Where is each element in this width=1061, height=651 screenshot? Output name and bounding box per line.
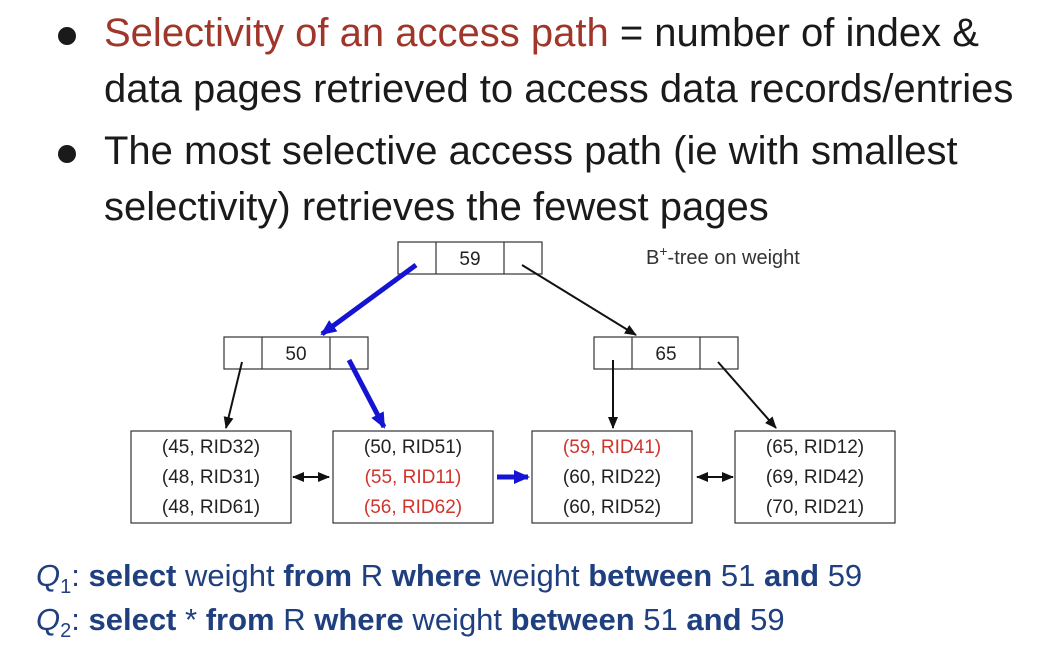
leaf-entry: (69, RID42) [765,467,865,488]
leaf-entry: (59, RID41) [562,437,662,458]
definition-text: = number of index & [608,11,979,55]
sql-text: 51 [712,558,764,593]
leaf-node [333,431,493,523]
leaf-entry: (70, RID21) [765,497,865,518]
inner-node-left [224,337,368,369]
search-path-arrow-to-leaf-2 [349,360,384,427]
pointer-arrow-to-leaf-1 [226,362,242,428]
sql-text: R [274,602,315,637]
leaf-entry: (65, RID12) [765,437,865,458]
query-label: Q [36,558,61,593]
sql-keyword: select [88,602,177,637]
leaf-entry: (45, RID32) [161,437,261,458]
leaf-node [735,431,895,523]
inner-left-key: 50 [285,344,307,365]
leaf-node [532,431,692,523]
sql-text: : [71,602,89,637]
sql-text: R [352,558,392,593]
pointer-arrow-root-right [522,265,636,335]
sql-text: weight [176,558,284,593]
bullet-line-2: data pages retrieved to access data records/entries [104,67,1014,111]
bullet-line-2: selectivity) retrieves the fewest pages [104,185,769,229]
root-key: 59 [459,249,481,270]
query-2 [36,602,785,643]
caption-rest: -tree on weight [667,247,800,269]
leaf-entry: (50, RID51) [363,437,463,458]
sql-text: : [71,558,89,593]
sql-keyword: between [510,602,635,637]
sql-keyword: from [205,602,275,637]
caption-b: B [646,247,660,269]
inner-node-right [594,337,738,369]
sql-text: weight [481,558,589,593]
bullet-line: The most selective access path (ie with smallest [104,129,958,173]
leaf-entry: (55, RID11) [364,467,462,488]
pointer-arrow-to-leaf-4 [718,362,776,428]
sql-text: 59 [819,558,863,593]
leaf-entry: (48, RID61) [161,497,261,518]
search-path-arrow-root-left [322,265,416,334]
query-subscript: 1 [60,576,72,599]
sql-text: 51 [634,602,687,637]
sql-keyword: and [686,602,742,637]
leaf-entry: (48, RID31) [161,467,261,488]
selectivity-term: Selectivity of an access path [104,11,609,55]
sql-text: * [176,602,206,637]
leaf-entry: (60, RID22) [562,467,662,488]
query-label: Q [36,602,61,637]
query-subscript: 2 [60,620,72,643]
root-node [398,242,542,274]
leaf-node [131,431,291,523]
query-1 [36,558,862,599]
sql-text: 59 [741,602,785,637]
tree-caption [646,243,800,269]
caption-plus: + [659,243,668,259]
sql-keyword: where [314,602,404,637]
sql-keyword: from [283,558,353,593]
sql-keyword: select [88,558,177,593]
leaf-entry: (60, RID52) [562,497,662,518]
sql-keyword: and [763,558,820,593]
sql-keyword: where [391,558,482,593]
sql-keyword: between [588,558,713,593]
inner-right-key: 65 [655,344,677,365]
sql-text: weight [403,602,511,637]
leaf-entry: (56, RID62) [363,497,463,518]
